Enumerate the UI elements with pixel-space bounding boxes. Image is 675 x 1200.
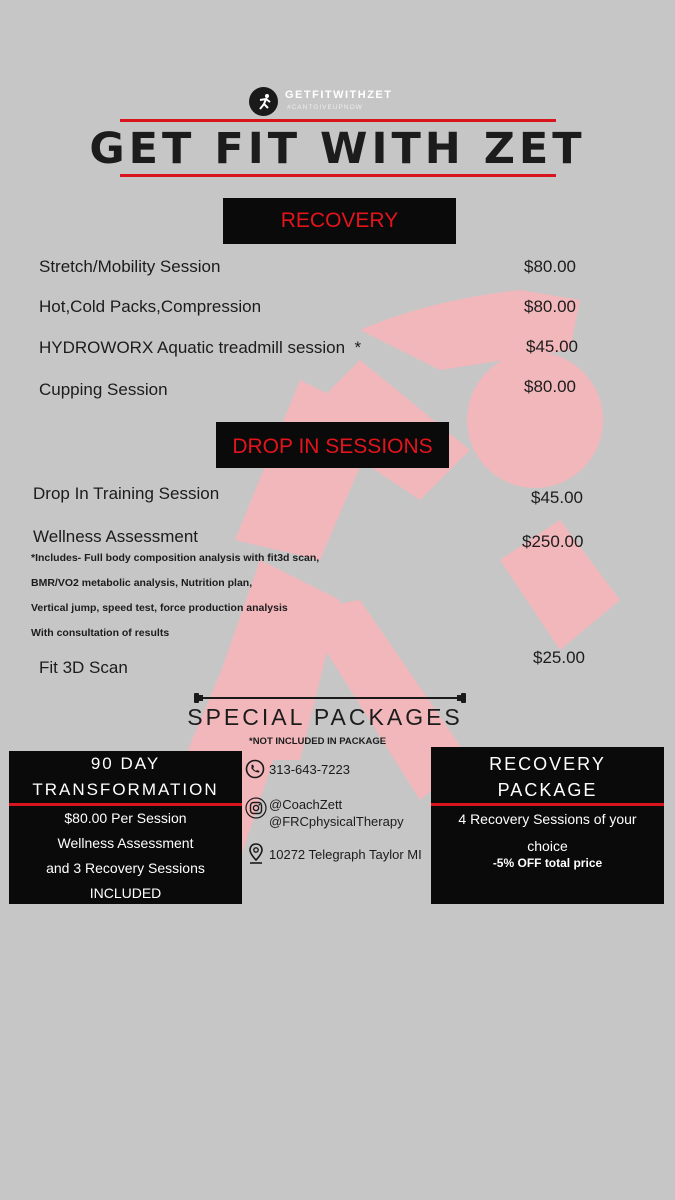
drop-in-item-wellness: Wellness Assessment	[33, 527, 199, 546]
brand-tagline: #CANTGIVEUPNOW	[287, 104, 363, 111]
recovery-item-hydroworx: HYDROWORX Aquatic treadmill session *	[39, 338, 362, 357]
recovery-package-title-1: RECOVERY	[489, 754, 606, 774]
brand-logo	[249, 87, 278, 116]
transformation-card	[9, 751, 242, 904]
recovery-price-stretch: $80.00	[524, 257, 576, 276]
brand-name: GETFITWITHZET	[285, 89, 393, 101]
recovery-price-cupping: $80.00	[524, 377, 576, 396]
recovery-package-line-2: choice	[527, 838, 568, 854]
special-packages-heading: SPECIAL PACKAGES	[187, 704, 463, 730]
recovery-item-packs: Hot,Cold Packs,Compression	[39, 297, 262, 316]
instagram-icon	[245, 797, 267, 819]
drop-in-heading: DROP IN SESSIONS	[216, 422, 449, 468]
drop-in-price-training: $45.00	[531, 488, 583, 507]
phone-number[interactable]: 313-643-7223	[269, 762, 350, 777]
drop-in-price-fit3d: $25.00	[533, 648, 585, 667]
recovery-package-discount: -5% OFF total price	[492, 856, 603, 870]
transformation-line: and 3 Recovery Sessions	[46, 860, 205, 876]
instagram-handle-coach[interactable]: @CoachZett	[269, 797, 343, 812]
recovery-price-packs: $80.00	[524, 297, 576, 316]
runner-icon	[254, 92, 274, 112]
title-rule-top	[120, 119, 556, 122]
recovery-price-hydroworx: $45.00	[526, 337, 578, 356]
location-pin-icon	[248, 843, 264, 865]
barbell-icon	[194, 691, 466, 705]
transformation-title-1: 90 DAY	[90, 754, 161, 773]
transformation-line: INCLUDED	[89, 885, 162, 901]
recovery-package-title-2: PACKAGE	[497, 780, 598, 800]
recovery-package-card	[431, 747, 664, 904]
drop-in-item-fit3d: Fit 3D Scan	[39, 658, 128, 677]
transformation-line: $80.00 Per Session	[64, 810, 187, 826]
title-rule-bottom	[120, 174, 556, 177]
wellness-note-line: BMR/VO2 metabolic analysis, Nutrition plan,	[31, 577, 253, 589]
address: 10272 Telegraph Taylor MI	[269, 847, 422, 862]
page-title: GET FIT WITH ZET	[89, 124, 586, 174]
not-included-note: *NOT INCLUDED IN PACKAGE	[249, 736, 387, 747]
drop-in-price-wellness: $250.00	[522, 532, 584, 551]
wellness-note-line: Vertical jump, speed test, force production analysis	[31, 602, 288, 614]
transformation-line: Wellness Assessment	[57, 835, 194, 851]
recovery-heading: RECOVERY	[223, 198, 456, 244]
drop-in-item-training: Drop In Training Session	[33, 484, 220, 503]
wellness-note-line: With consultation of results	[31, 627, 170, 639]
transformation-title-2: TRANSFORMATION	[32, 780, 219, 799]
recovery-item-cupping: Cupping Session	[39, 380, 168, 399]
recovery-item-stretch: Stretch/Mobility Session	[39, 257, 221, 276]
phone-icon	[245, 759, 265, 779]
instagram-handle-frc[interactable]: @FRCphysicalTherapy	[269, 814, 404, 829]
recovery-package-line-1: 4 Recovery Sessions of your	[458, 811, 637, 827]
wellness-note-line: *Includes- Full body composition analysis with fit3d scan,	[31, 552, 320, 564]
